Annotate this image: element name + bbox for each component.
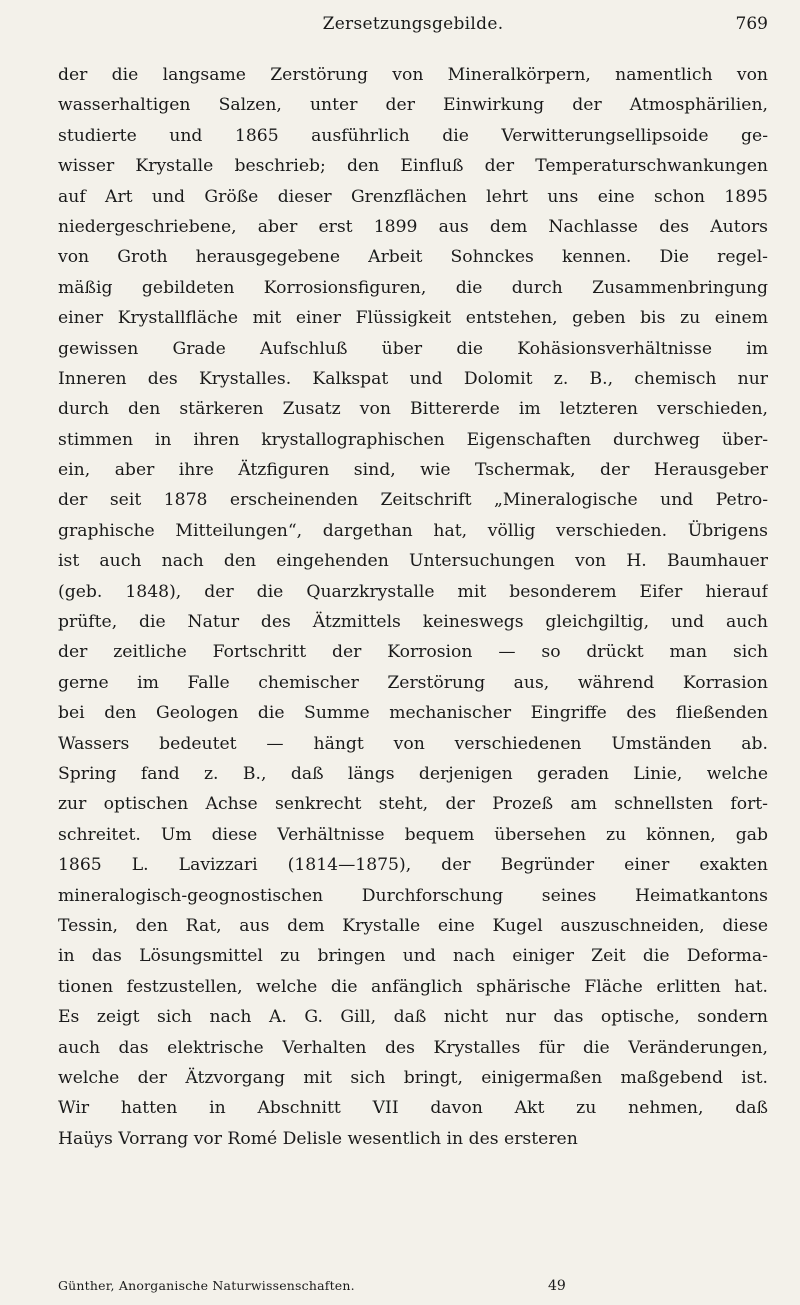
- text-line: wisser Krystalle beschrieb; den Einfluß der Temperaturschwankungen: [58, 156, 768, 177]
- text-line: zur optischen Achse senkrecht steht, der Prozeß am schnellsten fort-: [58, 794, 768, 815]
- text-line: mäßig gebildeten Korrosionsfiguren, die durch Zusammenbringung: [58, 277, 768, 298]
- text-line: auf Art und Größe dieser Grenzflächen lehrt uns eine schon 1895: [58, 186, 768, 207]
- text-line: schreitet. Um diese Verhältnisse bequem übersehen zu können, gab: [58, 824, 768, 845]
- page-header: [58, 0, 768, 50]
- text-line: gewissen Grade Aufschluß über die Kohäsionsverhältnisse im: [58, 338, 768, 359]
- text-line: der seit 1878 erscheinenden Zeitschrift „Mineralogische und Petro-: [58, 490, 768, 511]
- text-line: Wir hatten in Abschnitt VII davon Akt zu nehmen, daß: [58, 1098, 768, 1119]
- text-line: niedergeschriebene, aber erst 1899 aus dem Nachlasse des Autors: [58, 216, 768, 237]
- text-line: Spring fand z. B., daß längs derjenigen geraden Linie, welche: [58, 763, 768, 784]
- text-line: studierte und 1865 ausführlich die Verwitterungsellipsoide ge-: [58, 125, 768, 146]
- text-line: der zeitliche Fortschritt der Korrosion — so drückt man sich: [58, 642, 768, 663]
- text-line: Tessin, den Rat, aus dem Krystalle eine Kugel auszuschneiden, diese: [58, 915, 768, 936]
- text-line: gerne im Falle chemischer Zerstörung aus, während Korrasion: [58, 672, 768, 693]
- text-line: Inneren des Krystalles. Kalkspat und Dolomit z. B., chemisch nur: [58, 368, 768, 389]
- text-line: der die langsame Zerstörung von Mineralkörpern, namentlich von: [58, 65, 768, 85]
- text-line: tionen festzustellen, welche die anfänglich sphärische Fläche erlitten hat.: [58, 976, 768, 997]
- text-line: in das Lösungsmittel zu bringen und nach einiger Zeit die Deforma-: [58, 946, 768, 967]
- page-footer: [58, 1278, 768, 1298]
- text-line: Haüys Vorrang vor Romé Delisle wesentlich in des ersteren: [58, 1128, 578, 1149]
- publisher-line: Günther, Anorganische Naturwissenschaften.: [58, 1278, 355, 1293]
- text-line: welche der Ätzvorgang mit sich bringt, einigermaßen maßgebend ist.: [58, 1067, 768, 1088]
- text-line: durch den stärkeren Zusatz von Bittererde im letzteren verschieden,: [58, 399, 768, 420]
- text-line: ist auch nach den eingehenden Untersuchungen von H. Baumhauer: [58, 551, 768, 572]
- text-line: Es zeigt sich nach A. G. Gill, daß nicht nur das optische, sondern: [58, 1007, 768, 1028]
- text-line: prüfte, die Natur des Ätzmittels keineswegs gleichgiltig, und auch: [58, 612, 768, 633]
- book-page: [58, 0, 768, 1294]
- text-line: mineralogisch-geognostischen Durchforschung seines Heimatkantons: [58, 885, 768, 906]
- body-text: [58, 60, 768, 1154]
- text-line: von Groth herausgegebene Arbeit Sohnckes kennen. Die regel-: [58, 247, 768, 268]
- text-line: bei den Geologen die Summe mechanischer Eingriffe des fließenden: [58, 703, 768, 724]
- text-line: 1865 L. Lavizzari (1814—1875), der Begründer einer exakten: [58, 855, 768, 876]
- text-line: auch das elektrische Verhalten des Krystalles für die Veränderungen,: [58, 1037, 768, 1058]
- text-line: stimmen in ihren krystallographischen Eigenschaften durchweg über-: [58, 429, 768, 450]
- text-line: graphische Mitteilungen“, dargethan hat, völlig verschieden. Übrigens: [58, 520, 768, 541]
- text-line: (geb. 1848), der die Quarzkrystalle mit besonderem Eifer hierauf: [58, 581, 768, 602]
- text-line: einer Krystallfläche mit einer Flüssigkeit entstehen, geben bis zu einem: [58, 308, 768, 329]
- text-line: ein, aber ihre Ätzfiguren sind, wie Tschermak, der Herausgeber: [58, 460, 768, 481]
- page-number: 769: [735, 14, 768, 34]
- signature-mark: 49: [548, 1278, 566, 1294]
- text-line: wasserhaltigen Salzen, unter der Einwirkung der Atmosphärilien,: [58, 95, 768, 116]
- text-line: Wassers bedeutet — hängt von verschiedenen Umständen ab.: [58, 733, 768, 754]
- running-title: Zersetzungsgebilde.: [322, 14, 504, 34]
